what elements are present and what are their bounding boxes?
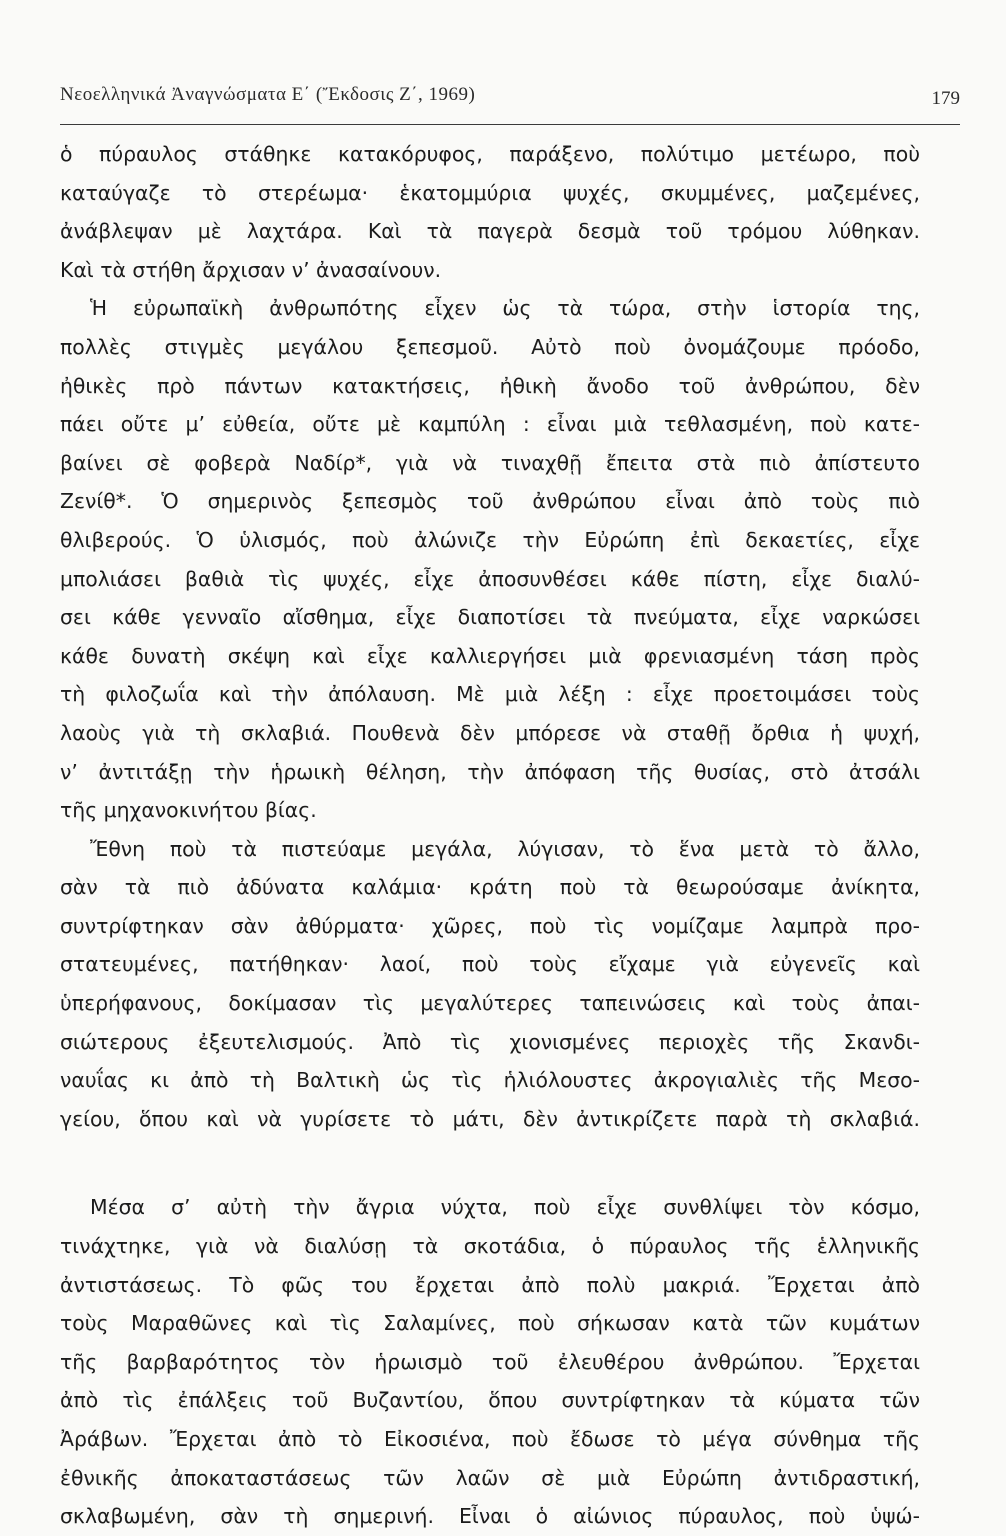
text-line: τινάχτηκε, γιὰ νὰ διαλύσῃ τὰ σκοτάδια, ὁ πύραυλος τῆς ἑλληνικῆς: [60, 1234, 920, 1259]
text-line: πολλὲς στιγμὲς μεγάλου ξεπεσμοῦ. Αὐτὸ ποὺ ὀνομάζουμε πρόοδο,: [60, 334, 920, 359]
text-line: μπολιάσει βαθιὰ τὶς ψυχές, εἶχε ἀποσυνθέσει κάθε πίστη, εἶχε διαλύ-: [60, 566, 920, 591]
text-line: κάθε δυνατὴ σκέψη καὶ εἶχε καλλιεργήσει μιὰ φρενιασμένη τάση πρὸς: [60, 643, 920, 668]
text-line: πάει οὔτε μ’ εὐθεία, οὔτε μὲ καμπύλη : εἶναι μιὰ τεθλασμένη, ποὺ κατε-: [60, 412, 920, 437]
text-line: ἀνάβλεψαν μὲ λαχτάρα. Καὶ τὰ παγερὰ δεσμὰ τοῦ τρόμου λύθηκαν.: [60, 219, 920, 244]
text-line: ὁ πύραυλος στάθηκε κατακόρυφος, παράξενο, πολύτιμο μετέωρο, ποὺ: [60, 142, 920, 166]
paragraph: [60, 1188, 920, 1535]
text-line: ἠθικὲς πρὸ πάντων κατακτήσεις, ἠθικὴ ἄνοδο τοῦ ἀνθρώπου, δὲν: [60, 373, 920, 398]
text-line: Ἔθνη ποὺ τὰ πιστεύαμε μεγάλα, λύγισαν, τὸ ἕνα μετὰ τὸ ἄλλο,: [90, 836, 920, 861]
text-line: τοὺς Μαραθῶνες καὶ τὶς Σαλαμίνες, ποὺ σήκωσαν κατὰ τῶν κυμάτων: [60, 1311, 920, 1336]
text-line: τῆς βαρβαρότητος τὸν ἡρωισμὸ τοῦ ἐλευθέρου ἀνθρώπου. Ἔρχεται: [60, 1349, 920, 1374]
text-line: σκλαβωμένη, σὰν τὴ σημερινή. Εἶναι ὁ αἰώνιος πύραυλος, ποὺ ὑψώ-: [60, 1504, 920, 1529]
text-line: ἀπὸ τὶς ἐπάλξεις τοῦ Βυζαντίου, ὅπου συντρίφτηκαν τὰ κύματα τῶν: [60, 1388, 920, 1413]
text-line: ὑπερήφανους, δοκίμασαν τὶς μεγαλύτερες ταπεινώσεις καὶ τοὺς ἀπαι-: [60, 991, 920, 1016]
text-line: Μέσα σ’ αὐτὴ τὴν ἄγρια νύχτα, ποὺ εἶχε συνθλίψει τὸν κόσμο,: [90, 1195, 920, 1220]
text-line: καταύγαζε τὸ στερέωμα· ἑκατομμύρια ψυχές, σκυμμένες, μαζεμένες,: [60, 180, 920, 205]
text-line: ναυΐας κι ἀπὸ τὴ Βαλτικὴ ὡς τὶς ἡλιόλουστες ἀκρογιαλιὲς τῆς Μεσο-: [60, 1068, 920, 1093]
page-header: [60, 84, 960, 114]
text-line: σιώτερους ἐξευτελισμούς. Ἀπὸ τὶς χιονισμένες περιοχὲς τῆς Σκανδι-: [60, 1029, 920, 1054]
page-number: 179: [931, 88, 960, 109]
text-line: ἀντιστάσεως. Τὸ φῶς του ἔρχεται ἀπὸ πολὺ μακριά. Ἔρχεται ἀπὸ: [60, 1272, 920, 1297]
header-rule: [60, 124, 960, 125]
text-line: Καὶ τὰ στήθη ἄρχισαν ν’ ἀνασαίνουν.: [60, 257, 442, 282]
text-line: Ζενίθ*. Ὁ σημερινὸς ξεπεσμὸς τοῦ ἀνθρώπου εἶναι ἀπὸ τοὺς πιὸ: [60, 489, 920, 514]
text-line: θλιβερούς. Ὁ ὑλισμός, ποὺ ἀλώνιζε τὴν Εὐρώπη ἐπὶ δεκαετίες, εἶχε: [60, 527, 920, 552]
body-text: [60, 135, 920, 1536]
paragraph: [60, 135, 920, 289]
paragraph-gap: [60, 1138, 920, 1188]
paragraph: [60, 289, 920, 829]
text-line: Ἀράβων. Ἔρχεται ἀπὸ τὸ Εἰκοσιένα, ποὺ ἔδωσε τὸ μέγα σύνθημα τῆς: [60, 1427, 920, 1451]
text-line: Ἡ εὐρωπαϊκὴ ἀνθρωπότης εἶχεν ὡς τὰ τώρα, στὴν ἱστορία της,: [90, 296, 920, 321]
text-line: συντρίφτηκαν σὰν ἀθύρματα· χῶρες, ποὺ τὶς νομίζαμε λαμπρὰ προ-: [60, 913, 920, 938]
text-line: σει κάθε γενναῖο αἴσθημα, εἶχε διαποτίσει τὰ πνεύματα, εἶχε ναρκώσει: [60, 605, 920, 630]
text-line: λαοὺς γιὰ τὴ σκλαβιά. Πουθενὰ δὲν μπόρεσε νὰ σταθῇ ὄρθια ἡ ψυχή,: [60, 720, 920, 745]
text-line: ν’ ἀντιτάξῃ τὴν ἡρωικὴ θέληση, τὴν ἀπόφαση τῆς θυσίας, στὸ ἀτσάλι: [60, 759, 920, 784]
running-title: Νεοελληνικά Ἀναγνώσματα Ε΄ (Ἔκδοσις Ζ΄, 1969): [60, 84, 476, 105]
text-line: ἐθνικῆς ἀποκαταστάσεως τῶν λαῶν σὲ μιὰ Εὐρώπη ἀντιδραστική,: [60, 1465, 920, 1490]
text-line: στατευμένες, πατήθηκαν· λαοί, ποὺ τοὺς εἴχαμε γιὰ εὐγενεῖς καὶ: [60, 952, 920, 977]
text-line: σὰν τὰ πιὸ ἀδύνατα καλάμια· κράτη ποὺ τὰ θεωρούσαμε ἀνίκητα,: [60, 875, 920, 900]
text-line: τῆς μηχανοκινήτου βίας.: [60, 798, 317, 823]
text-line: τὴ φιλοζωΐα καὶ τὴν ἀπόλαυση. Μὲ μιὰ λέξη : εἶχε προετοιμάσει τοὺς: [60, 682, 920, 707]
text-line: βαίνει σὲ φοβερὰ Ναδίρ*, γιὰ νὰ τιναχθῇ ἔπειτα στὰ πιὸ ἀπίστευτο: [60, 450, 920, 475]
text-line: γείου, ὅπου καὶ νὰ γυρίσετε τὸ μάτι, δὲν ἀντικρίζετε παρὰ τὴ σκλαβιά.: [60, 1106, 920, 1131]
paragraph: [60, 830, 920, 1139]
